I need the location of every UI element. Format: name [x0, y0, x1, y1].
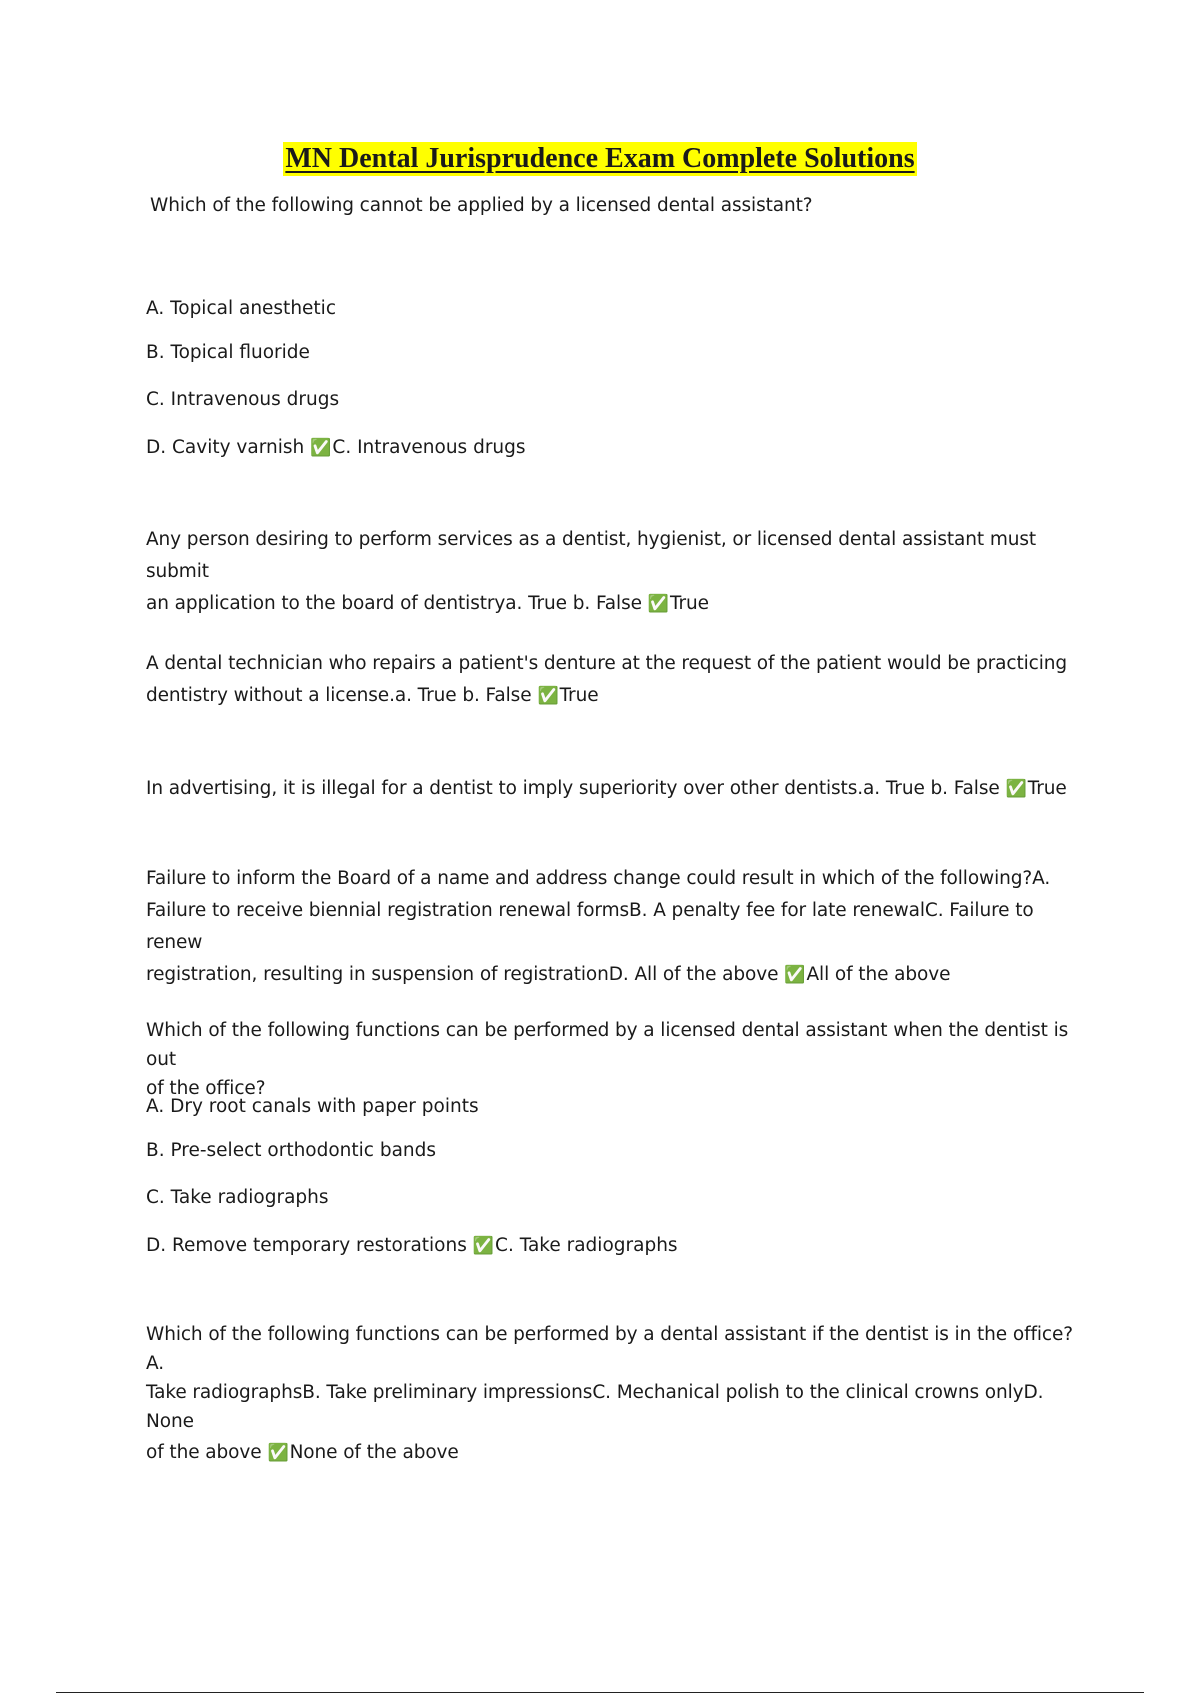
q1-question-text: Which of the following cannot be applied by a licensed dental assistant? — [150, 195, 813, 216]
q6-option-a: A. Dry root canals with paper points — [146, 1096, 479, 1117]
q3-line-2: dentistry without a license.a. True b. False — [146, 685, 532, 706]
q5-line-3-with-answer — [146, 959, 1086, 991]
q7-line-3: of the above — [146, 1442, 262, 1463]
q7-line-3-with-answer — [146, 1436, 1086, 1470]
q4-question — [146, 773, 1086, 805]
check-icon: ✅ — [537, 686, 559, 706]
check-icon: ✅ — [1005, 779, 1027, 799]
q7-line-1: Which of the following functions can be performed by a dental assistant if the dentist is in the office?A. — [146, 1324, 1074, 1374]
q7-line-2: Take radiographsB. Take preliminary impressionsC. Mechanical polish to the clinical crowns onlyD. None — [146, 1382, 1044, 1432]
q5-line-2: Failure to receive biennial registration renewal formsB. A penalty fee for late renewalC. Failure to renew — [146, 900, 1034, 953]
q1-option-b: B. Topical fluoride — [146, 342, 310, 363]
q3-question — [146, 648, 1086, 712]
q4-line-1: In advertising, it is illegal for a dentist to imply superiority over other dentists.a. True b. False — [146, 778, 1000, 799]
document-title: MN Dental Jurisprudence Exam Complete Solutions — [285, 143, 915, 174]
q6-question — [146, 1016, 1086, 1103]
title-block — [0, 142, 1200, 176]
q4-answer: True — [1027, 778, 1067, 799]
q5-line-1: Failure to inform the Board of a name and address change could result in which of the following?A. — [146, 868, 1051, 889]
q3-line-2-with-answer — [146, 680, 1086, 712]
check-icon: ✅ — [472, 1236, 495, 1256]
q5-answer: All of the above — [806, 964, 951, 985]
q2-line-2-with-answer — [146, 588, 1086, 620]
q3-line-1: A dental technician who repairs a patient's denture at the request of the patient would be practicing — [146, 653, 1068, 674]
q2-question — [146, 524, 1086, 620]
q2-answer: True — [669, 593, 709, 614]
check-icon: ✅ — [647, 594, 669, 614]
q6-option-b: B. Pre-select orthodontic bands — [146, 1140, 437, 1161]
footer-divider — [56, 1692, 1144, 1693]
check-icon: ✅ — [267, 1443, 289, 1463]
q2-line-2: an application to the board of dentistrya. True b. False — [146, 593, 642, 614]
q5-line-3: registration, resulting in suspension of registrationD. All of the above — [146, 964, 779, 985]
q6-option-d-with-answer — [146, 1233, 678, 1259]
q6-option-d: D. Remove temporary restorations — [146, 1235, 467, 1256]
q1-option-d-with-answer — [146, 435, 526, 461]
q1-option-d: D. Cavity varnish — [146, 437, 305, 458]
q3-answer: True — [559, 685, 599, 706]
q6-line-2: of the office? — [146, 1078, 266, 1099]
q6-line-1: Which of the following functions can be performed by a licensed dental assistant when the dentist is out — [146, 1020, 1069, 1070]
q6-answer: C. Take radiographs — [495, 1235, 678, 1256]
q2-line-1: Any person desiring to perform services as a dentist, hygienist, or licensed dental assistant must submit — [146, 529, 1037, 582]
q1-option-a: A. Topical anesthetic — [146, 298, 336, 319]
q1-question — [146, 190, 1086, 222]
q7-question — [146, 1320, 1086, 1470]
q7-answer: None of the above — [289, 1442, 459, 1463]
q6-option-c: C. Take radiographs — [146, 1187, 329, 1208]
check-icon: ✅ — [310, 438, 332, 458]
q5-question — [146, 863, 1086, 991]
q1-option-c: C. Intravenous drugs — [146, 389, 340, 410]
q1-answer: C. Intravenous drugs — [332, 437, 526, 458]
q4-line-1-with-answer — [146, 773, 1086, 805]
check-icon: ✅ — [784, 965, 806, 985]
